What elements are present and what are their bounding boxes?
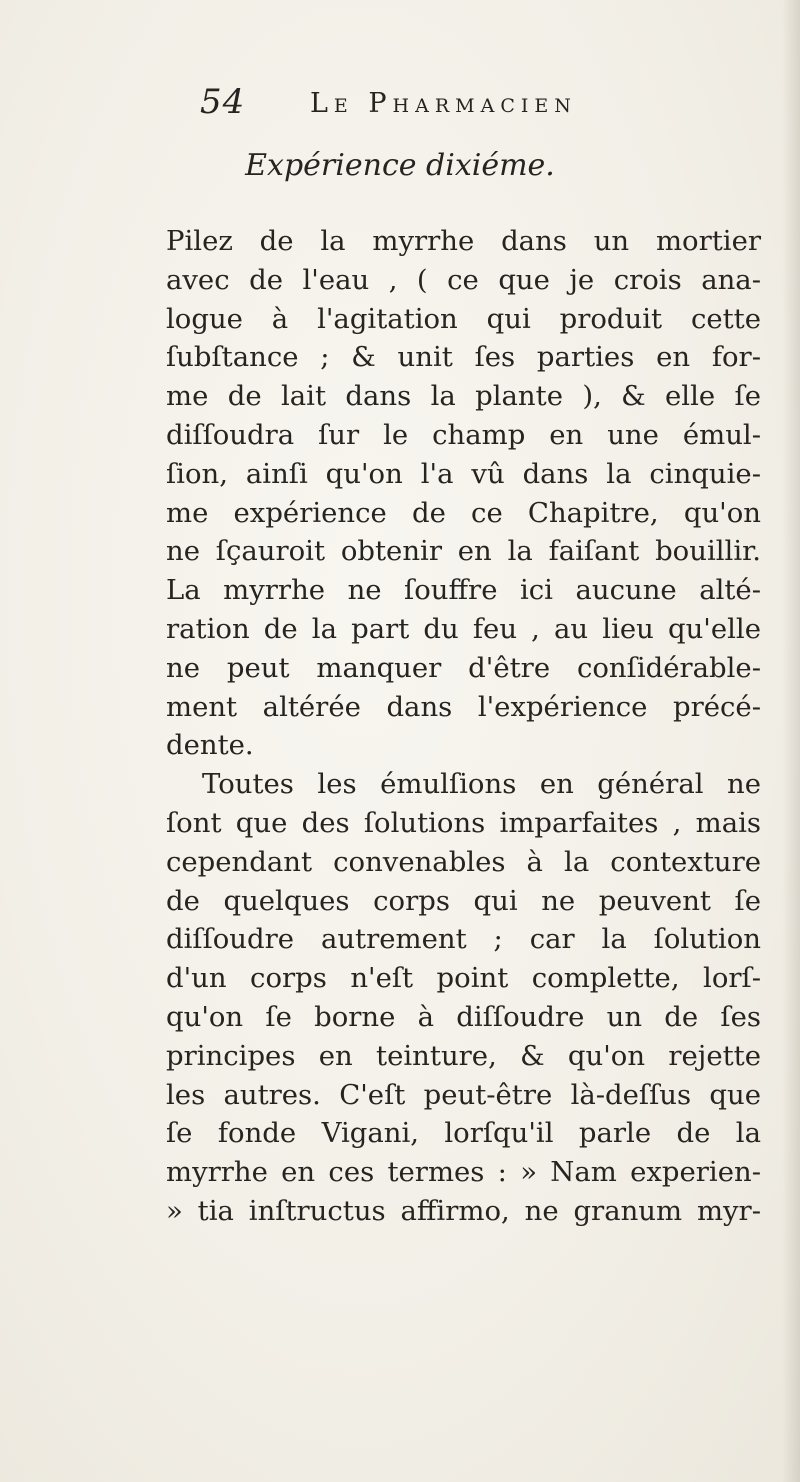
text-line: ration de la part du feu , au lieu qu'elle	[166, 612, 761, 645]
text-line: myrrhe en ces termes : » Nam experien-	[166, 1156, 761, 1189]
text-line: d'un corps n'eſt point complette, lorſ-	[166, 962, 761, 995]
text-line: ne peut manquer d'être conſidérable-	[166, 651, 761, 684]
text-line: Pilez de la myrrhe dans un mortier	[166, 225, 761, 257]
text-line: ſont que des ſolutions imparfaites , mais	[166, 806, 761, 839]
paragraph-2	[166, 765, 761, 1231]
text-line: me expérience de ce Chapitre, qu'on	[166, 496, 761, 529]
text-line: ſion, ainſi qu'on l'a vû dans la cinquie-	[166, 457, 761, 490]
text-line: ne ſçauroit obtenir en la faiſant bouillir.	[166, 535, 761, 568]
text-line: diſſoudra ſur le champ en une émul-	[166, 418, 761, 451]
body-text	[166, 222, 761, 1231]
text-line: avec de l'eau , ( ce que je crois ana-	[166, 263, 761, 296]
text-line: dente.	[166, 729, 254, 762]
text-line: les autres. C'eſt peut-être là-deſſus que	[166, 1078, 761, 1111]
text-line: logue à l'agitation qui produit cette	[166, 302, 761, 335]
page-edge-shadow	[782, 0, 800, 1482]
page-number: 54	[200, 82, 246, 122]
running-header	[200, 82, 670, 122]
running-title: Le Pharmacien	[310, 88, 577, 119]
paragraph-1	[166, 222, 761, 765]
text-line: » tia inſtructus affirmo, ne granum myr-	[166, 1194, 761, 1227]
text-line: ment altérée dans l'expérience précé-	[166, 690, 761, 723]
text-line: cependant convenables à la contexture	[166, 845, 761, 878]
text-line: principes en teinture, & qu'on rejette	[166, 1039, 761, 1072]
text-line: ſe fonde Vigani, lorſqu'il parle de la	[166, 1117, 761, 1150]
text-line: diſſoudre autrement ; car la ſolution	[166, 923, 761, 956]
text-line: de quelques corps qui ne peuvent ſe	[166, 884, 761, 917]
text-line: Toutes les émulſions en général ne	[202, 768, 761, 801]
text-line: La myrrhe ne ſouffre ici aucune alté-	[166, 574, 761, 607]
section-heading: Expérience dixiéme.	[245, 148, 555, 183]
text-line: me de lait dans la plante ), & elle ſe	[166, 380, 761, 413]
text-line: qu'on ſe borne à diſſoudre un de ſes	[166, 1000, 761, 1033]
text-line: ſubſtance ; & unit ſes parties en for-	[166, 341, 761, 374]
